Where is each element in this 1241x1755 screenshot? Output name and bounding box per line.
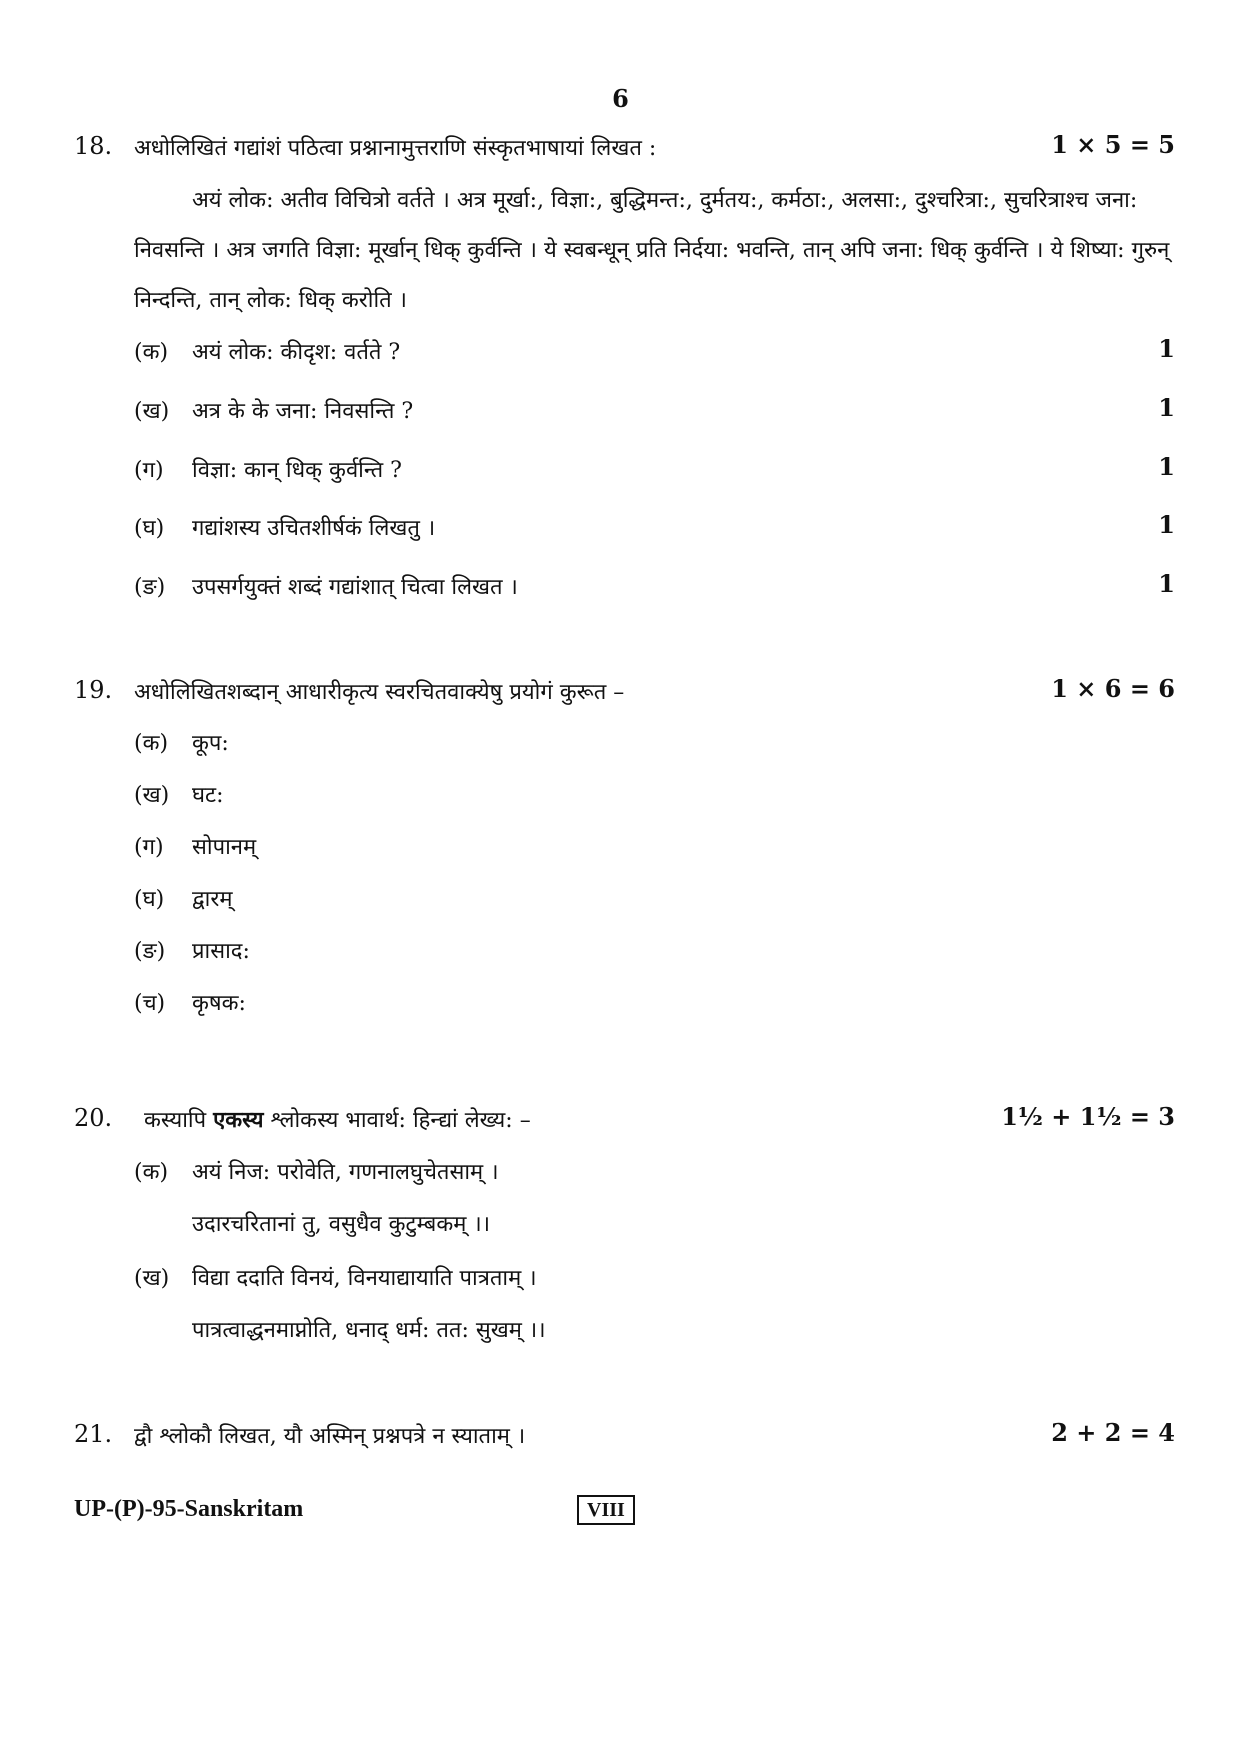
option-text: सोपानम् <box>192 835 257 860</box>
class-box: VIII <box>577 1495 635 1525</box>
option-label: (ख) <box>134 399 170 424</box>
question-text: अधोलिखितशब्दान् आधारीकृत्य स्वरचितवाक्येषु प्रयोगं कुरूत – <box>134 680 625 705</box>
verse-line: उदारचरितानां तु, वसुधैव कुटुम्बकम् ।। <box>192 1212 491 1237</box>
option-text: कूप: <box>192 731 229 756</box>
passage-text: अयं लोक: अतीव विचित्रो वर्तते । अत्र मूर्खा:, विज्ञा:, बुद्धिमन्त:, दुर्मतय:, कर्मठा:, अलसा:, दुश्चरित्रा:, सुचरित्राश्च जना: निवसन्ति । अत्र जगति विज्ञा: मूर्खान् धिक् कुर्वन्ति । ये स्वबन्धून् प्रति निर्दया: भवन्ति, तान् अपि जना: धिक् कुर्वन्ति । ये शिष्या: गुरुन् निन्दन्ति, तान् लोक: धिक् करोति । <box>134 188 1170 313</box>
option-text: घट: <box>192 783 224 808</box>
option-text: कृषक: <box>192 991 246 1016</box>
option-label: (क) <box>134 340 169 365</box>
passage <box>134 176 1174 326</box>
question-marks: 1½ + 1½ = 3 <box>1001 1102 1175 1131</box>
option-text: उपसर्गयुक्तं शब्दं गद्यांशात् चित्वा लिखत । <box>192 575 518 600</box>
option-label: (ग) <box>134 835 164 860</box>
option-label: (ख) <box>134 783 170 808</box>
option-mark: 1 <box>1158 452 1175 481</box>
question-text <box>144 1104 531 1134</box>
question-number: 18. <box>74 132 113 160</box>
verse-line: पात्रत्वाद्धनमाप्नोति, धनाद् धर्म: तत: सुखम् ।। <box>192 1318 546 1343</box>
option-text: विज्ञा: कान् धिक् कुर्वन्ति ? <box>192 458 402 483</box>
verse-line: अयं निज: परोवेति, गणनालघुचेतसाम् । <box>192 1160 499 1185</box>
paper-code: UP-(P)-95-Sanskritam <box>74 1496 304 1522</box>
question-text-start: कस्यापि <box>144 1108 207 1133</box>
question-number: 19. <box>74 676 113 704</box>
page-number: 6 <box>612 84 629 113</box>
option-text: द्वारम् <box>192 887 233 912</box>
question-marks: 1 × 6 = 6 <box>1051 674 1175 703</box>
option-label: (च) <box>134 991 166 1016</box>
question-text: अधोलिखितं गद्यांशं पठित्वा प्रश्नानामुत्तराणि संस्कृतभाषायां लिखत : <box>134 136 657 161</box>
verse-line: विद्या ददाति विनयं, विनयाद्यायाति पात्रताम् । <box>192 1266 537 1291</box>
option-label: (ख) <box>134 1266 170 1291</box>
question-number: 21. <box>74 1420 113 1448</box>
option-text: अत्र के के जना: निवसन्ति ? <box>192 399 414 424</box>
question-text: द्वौ श्लोकौ लिखत, यौ अस्मिन् प्रश्नपत्रे न स्याताम् । <box>134 1424 526 1449</box>
option-text: गद्यांशस्य उचितशीर्षकं लिखतु । <box>192 516 436 541</box>
question-text-emphasis: एकस्य <box>213 1107 264 1133</box>
option-mark: 1 <box>1158 510 1175 539</box>
option-label: (ङ) <box>134 939 166 964</box>
option-label: (घ) <box>134 887 165 912</box>
option-label: (क) <box>134 731 169 756</box>
option-mark: 1 <box>1158 569 1175 598</box>
option-label: (ग) <box>134 458 164 483</box>
option-text: प्रासाद: <box>192 939 250 964</box>
question-number: 20. <box>74 1104 113 1132</box>
option-label: (घ) <box>134 516 165 541</box>
question-marks: 2 + 2 = 4 <box>1051 1418 1175 1447</box>
question-marks: 1 × 5 = 5 <box>1051 130 1175 159</box>
option-mark: 1 <box>1158 393 1175 422</box>
option-label: (क) <box>134 1160 169 1185</box>
option-text: अयं लोक: कीदृश: वर्तते ? <box>192 340 401 365</box>
option-label: (ङ) <box>134 575 166 600</box>
option-mark: 1 <box>1158 334 1175 363</box>
question-text-end: श्लोकस्य भावार्थ: हिन्द्यां लेख्य: – <box>270 1108 531 1133</box>
